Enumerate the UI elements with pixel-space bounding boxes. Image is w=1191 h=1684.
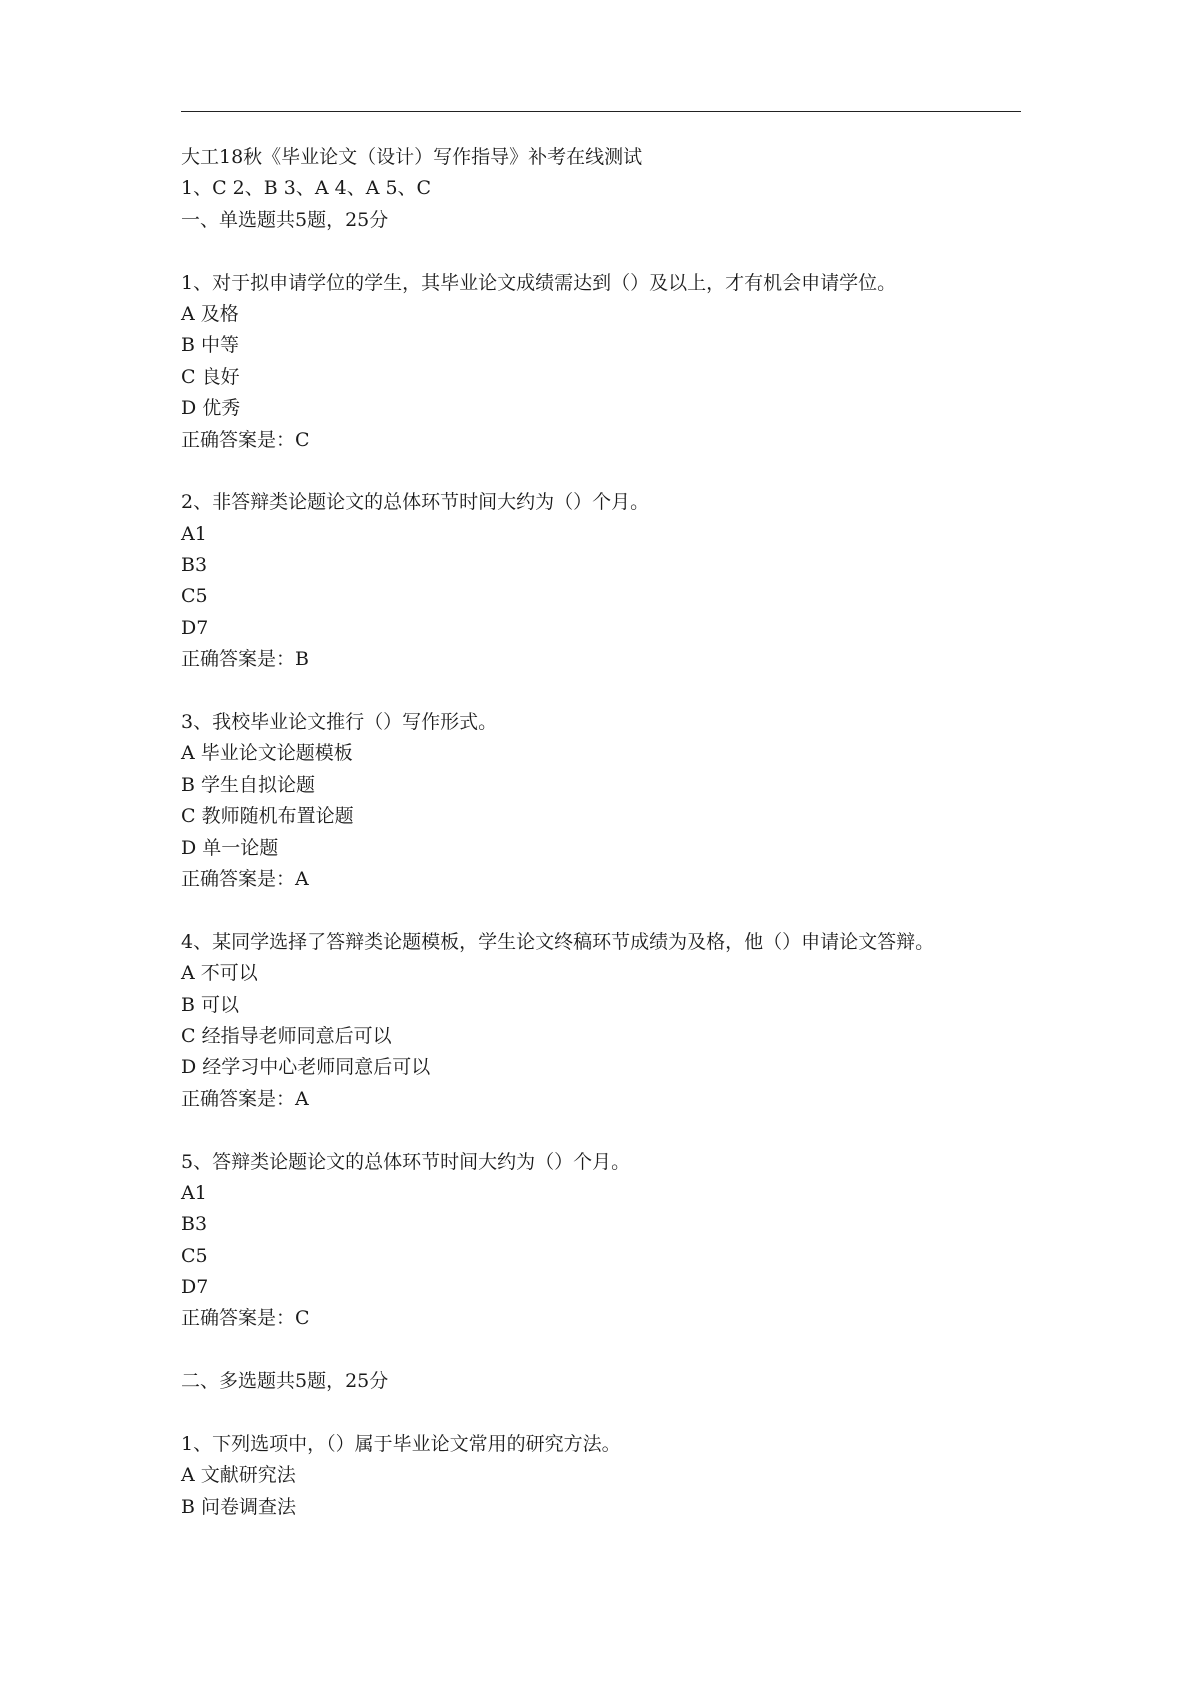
question-option: C5 [181, 1244, 208, 1267]
question-option: C 教师随机布置论题 [181, 805, 354, 828]
question-option: D7 [181, 1276, 209, 1299]
question-option: A 及格 [181, 302, 239, 325]
question-option: A1 [181, 1181, 207, 1204]
question-stem: 2、非答辩类论题论文的总体环节时间大约为（）个月。 [181, 491, 650, 514]
question-option: D 经学习中心老师同意后可以 [181, 1056, 431, 1079]
header-rule [181, 111, 1021, 112]
question-stem: 5、答辩类论题论文的总体环节时间大约为（）个月。 [181, 1150, 631, 1173]
question-stem: 4、某同学选择了答辩类论题模板，学生论文终稿环节成绩为及格，他（）申请论文答辩。 [181, 930, 935, 953]
document-title: 大工18秋《毕业论文（设计）写作指导》补考在线测试 [181, 146, 643, 168]
question-option: A1 [181, 522, 207, 545]
question-option: D 优秀 [181, 397, 241, 420]
question-option: A 不可以 [181, 962, 258, 985]
question-option: B 中等 [181, 334, 240, 357]
spacer [181, 895, 1021, 926]
question-option: A 毕业论文论题模板 [181, 742, 353, 765]
question-option: C 经指导老师同意后可以 [181, 1024, 392, 1047]
answer-key: 1、C 2、B 3、A 4、A 5、C [181, 177, 432, 200]
section-heading: 一、单选题共5题，25分 [181, 208, 389, 231]
question-answer: 正确答案是：A [181, 1087, 309, 1110]
question-option: D7 [181, 616, 209, 639]
question-option: B3 [181, 554, 208, 577]
question-stem: 1、下列选项中，（）属于毕业论文常用的研究方法。 [181, 1433, 621, 1456]
spacer [181, 236, 1021, 267]
question-option: B 问卷调查法 [181, 1495, 297, 1518]
spacer [181, 456, 1021, 487]
question-stem: 3、我校毕业论文推行（）写作形式。 [181, 711, 498, 734]
question-option: B 可以 [181, 993, 240, 1016]
question-answer: 正确答案是：A [181, 867, 309, 890]
question-option: D 单一论题 [181, 836, 279, 859]
question-answer: 正确答案是：B [181, 648, 309, 671]
document-body [181, 142, 1021, 1523]
spacer [181, 676, 1021, 707]
question-answer: 正确答案是：C [181, 428, 310, 451]
spacer [181, 1335, 1021, 1366]
question-option: C 良好 [181, 365, 240, 388]
section-heading: 二、多选题共5题，25分 [181, 1370, 389, 1393]
question-option: C5 [181, 585, 208, 608]
question-option: B3 [181, 1213, 208, 1236]
question-option: B 学生自拟论题 [181, 773, 316, 796]
question-option: A 文献研究法 [181, 1464, 296, 1487]
spacer [181, 1398, 1021, 1429]
question-stem: 1、对于拟申请学位的学生，其毕业论文成绩需达到（）及以上，才有机会申请学位。 [181, 271, 897, 294]
spacer [181, 1115, 1021, 1146]
question-answer: 正确答案是：C [181, 1307, 310, 1330]
